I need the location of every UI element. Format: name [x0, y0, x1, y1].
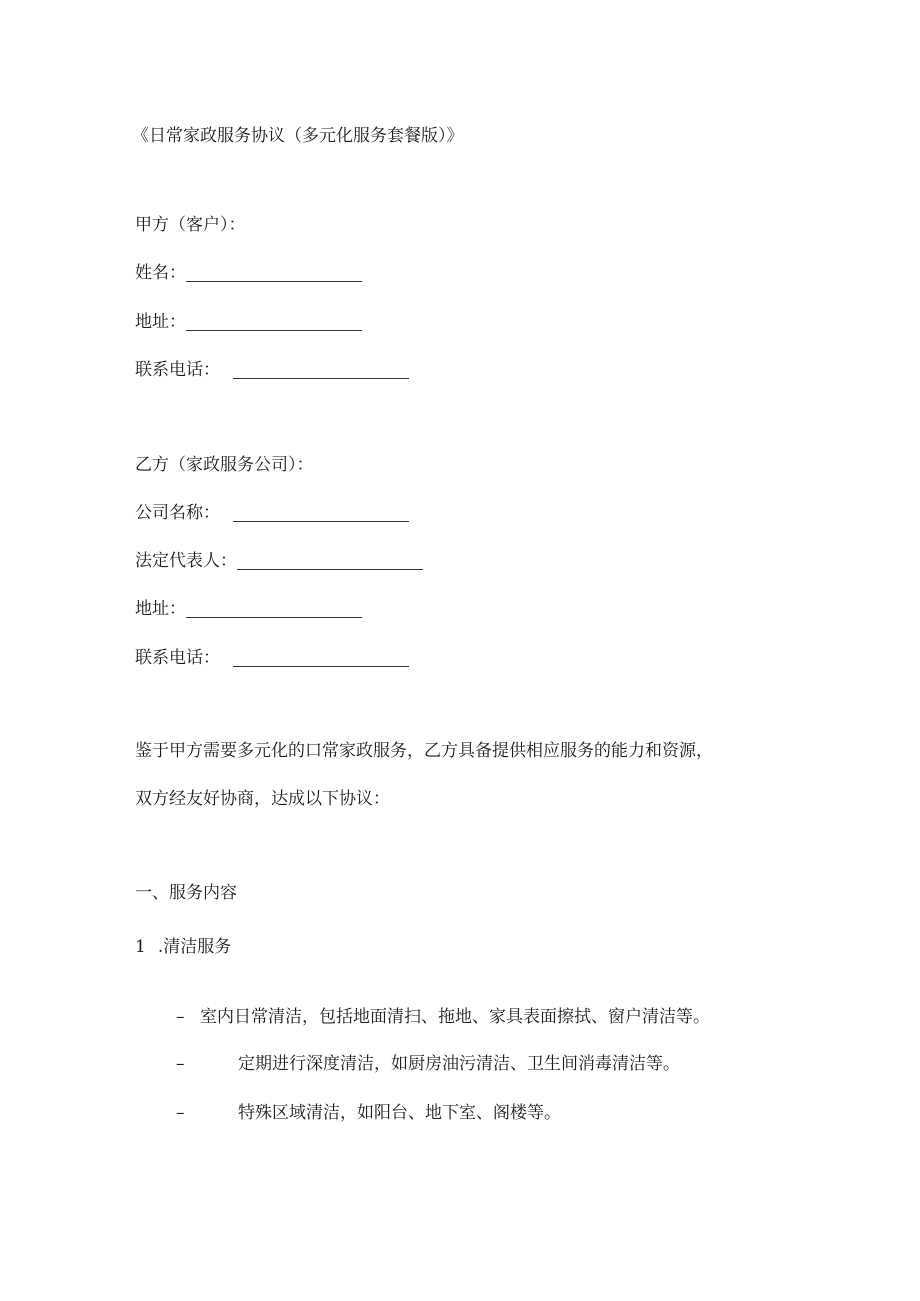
subsection-1-number: 1	[135, 937, 146, 957]
list-item-text: 室内日常清洁，包括地面清扫、拖地、家具表面擦拭、窗户清洁等。	[200, 1007, 710, 1027]
party-b-phone-blank[interactable]	[233, 648, 409, 667]
party-b-phone-row	[135, 646, 409, 670]
party-a-phone-blank[interactable]	[233, 360, 409, 379]
party-a-address-row	[135, 310, 362, 334]
party-b-company-row	[135, 501, 409, 525]
dash-marker: –	[176, 1007, 185, 1027]
preamble-line-1: 鉴于甲方需要多元化的口常家政服务，乙方具备提供相应服务的能力和资源，	[135, 741, 713, 761]
party-b-address-label: 地址：	[135, 599, 186, 619]
section-1-heading: 一、服务内容	[135, 883, 237, 903]
party-b-company-label: 公司名称：	[135, 503, 220, 523]
subsection-1-heading	[135, 935, 231, 959]
party-a-address-label: 地址：	[135, 312, 186, 332]
party-b-rep-blank[interactable]	[237, 551, 423, 570]
party-b-address-blank[interactable]	[186, 599, 362, 618]
party-a-phone-label: 联系电话：	[135, 360, 220, 380]
party-a-name-label: 姓名：	[135, 263, 186, 283]
party-b-rep-label: 法定代表人：	[135, 551, 237, 571]
preamble-line-2: 双方经友好协商，达成以下协议：	[135, 789, 390, 809]
document-title: 《日常家政服务协议（多元化服务套餐版）》	[132, 126, 464, 146]
dash-marker: –	[176, 1054, 185, 1074]
party-a-name-row	[135, 261, 362, 285]
party-a-address-blank[interactable]	[186, 312, 362, 331]
list-item	[176, 1005, 710, 1029]
party-b-address-row	[135, 597, 362, 621]
list-item	[176, 1052, 680, 1076]
list-item-text: 特殊区域清洁，如阳台、地下室、阁楼等。	[238, 1103, 561, 1123]
list-item-text: 定期进行深度清洁，如厨房油污清洁、卫生间消毒清洁等。	[238, 1054, 680, 1074]
party-a-phone-row	[135, 358, 409, 382]
subsection-1-title: .清洁服务	[157, 937, 232, 957]
party-b-rep-row	[135, 549, 423, 573]
party-b-phone-label: 联系电话：	[135, 648, 220, 668]
party-b-heading: 乙方（家政服务公司）：	[135, 455, 314, 475]
list-item	[176, 1101, 561, 1125]
dash-marker: –	[176, 1103, 185, 1123]
party-b-company-blank[interactable]	[233, 503, 409, 522]
party-a-heading: 甲方（客户）：	[135, 215, 246, 235]
party-a-name-blank[interactable]	[186, 263, 362, 282]
